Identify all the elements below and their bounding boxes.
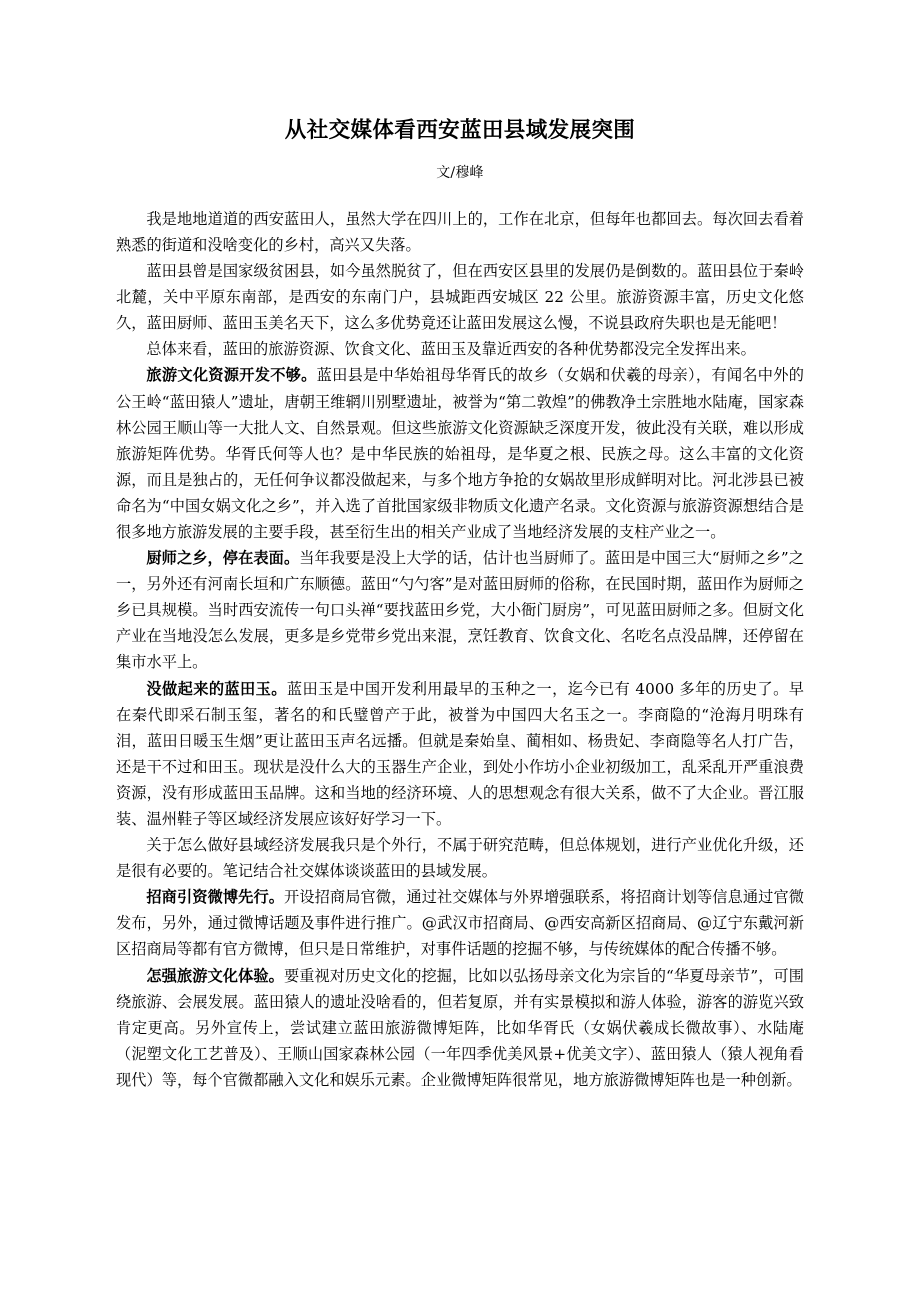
paragraph-text: 要重视对历史文化的挖掘，比如以弘扬母亲文化为宗旨的“华夏母亲节”，可围绕旅游、会展发展。蓝田猿人的遗址没啥看的，但若复原，并有实景模拟和游人体验，游客的游览兴致肯定更高。另外宣传上，尝试建立蓝田旅游微博矩阵，比如华胥氏（女娲伏羲成长微故事）、水陆庵（泥塑文化工艺普及）、王顺山国家森林公园（一年四季优美风景+优美文字）、蓝田猿人（猿人视角看现代）等，每个官微都融入文化和娱乐元素。企业微博矩阵很常见，地方旅游微博矩阵也是一种创新。 xyxy=(116,966,805,1089)
paragraph xyxy=(116,676,804,833)
paragraph-lead: 厨师之乡，停在表面。 xyxy=(146,549,300,568)
paragraph xyxy=(116,336,804,362)
paragraph-text: 总体来看，蓝田的旅游资源、饮食文化、蓝田玉及靠近西安的各种优势都没完全发挥出来。 xyxy=(146,340,756,359)
paragraph-text: 蓝田玉是中国开发利用最早的玉种之一，迄今已有 4000 多年的历史了。早在秦代即采石制玉玺，著名的和氏璧曾产于此，被誉为中国四大名玉之一。李商隐的“沧海月明珠有泪，蓝田日暖玉生烟”更让蓝田玉声名远播。但就是秦始皇、蔺相如、杨贵妃、李商隐等名人打广告，还是干不过和田玉。现状是没什么大的玉器生产企业，到处小作坊小企业初级加工，乱采乱开严重浪费资源，没有形成蓝田玉品牌。这和当地的经济环境、人的思想观念有很大关系，做不了大企业。晋江服装、温州鞋子等区域经济发展应该好好学习一下。 xyxy=(116,679,804,828)
paragraph xyxy=(116,963,804,1093)
paragraph-text: 当年我要是没上大学的话，估计也当厨师了。蓝田是中国三大“厨师之乡”之一，另外还有河南长垣和广东顺德。蓝田“勺勺客”是对蓝田厨师的俗称，在民国时期，蓝田作为厨师之乡已具规模。当时西安流传一句口头禅“要找蓝田乡党，大小衙门厨房”，可见蓝田厨师之多。但厨文化产业在当地没怎么发展，更多是乡党带乡党出来混，烹饪教育、饮食文化、名吃名点没品牌，还停留在集市水平上。 xyxy=(116,549,804,672)
paragraph-text: 蓝田县是中华始祖母华胥氏的故乡（女娲和伏羲的母亲），有闻名中外的公王岭“蓝田猿人”遗址，唐朝王维辋川别墅遗址，被誉为“第二敦煌”的佛教净土宗胜地水陆庵，国家森林公园王顺山等一大批人文、自然景观。但这些旅游文化资源缺乏深度开发，彼此没有关联，难以形成旅游矩阵优势。华胥氏何等人也？是中华民族的始祖母，是华夏之根、民族之母。这么丰富的文化资源，而且是独占的，无任何争议都没做起来，与多个地方争抢的女娲故里形成鲜明对比。河北涉县已被命名为“中国女娲文化之乡”，并入选了首批国家级非物质文化遗产名录。文化资源与旅游资源想结合是很多地方旅游发展的主要手段，甚至衍生出的相关产业成了当地经济发展的支柱产业之一。 xyxy=(116,366,804,541)
page-title: 从社交媒体看西安蓝田县域发展突围 xyxy=(284,118,636,143)
byline: 文/穆峰 xyxy=(436,165,484,182)
paragraph xyxy=(116,545,804,675)
paragraph-lead: 旅游文化资源开发不够。 xyxy=(146,366,317,385)
paragraph-lead: 招商引资微博先行。 xyxy=(146,888,285,907)
paragraph xyxy=(116,832,804,884)
paragraph xyxy=(116,206,804,258)
paragraph-lead: 没做起来的蓝田玉。 xyxy=(146,679,287,698)
paragraph-lead: 怎强旅游文化体验。 xyxy=(146,966,284,985)
paragraph-text: 蓝田县曾是国家级贫困县，如今虽然脱贫了，但在西安区县里的发展仍是倒数的。蓝田县位于秦岭北麓，关中平原东南部，是西安的东南门户，县城距西安城区 22 公里。旅游资源丰富，历史文化悠久，蓝田厨师、蓝田玉美名天下，这么多优势竟还让蓝田发展这么慢，不说县政府失职也是无能吧！ xyxy=(116,262,804,333)
paragraph-text: 我是地地道道的西安蓝田人，虽然大学在四川上的，工作在北京，但每年也都回去。每次回去看着熟悉的街道和没啥变化的乡村，高兴又失落。 xyxy=(116,209,804,254)
paragraph xyxy=(116,258,804,336)
document-content xyxy=(116,0,804,1093)
paragraph-text: 开设招商局官微，通过社交媒体与外界增强联系，将招商计划等信息通过官微发布，另外，通过微博话题及事件进行推广。@武汉市招商局、@西安高新区招商局、@辽宁东戴河新区招商局等都有官方微博，但只是日常维护，对事件话题的挖掘不够，与传统媒体的配合传播不够。 xyxy=(116,888,804,959)
paragraph xyxy=(116,884,804,962)
paragraph xyxy=(116,362,804,545)
body-text xyxy=(116,184,804,1093)
paragraph-text: 关于怎么做好县域经济发展我只是个外行，不属于研究范畴，但总体规划，进行产业优化升级，还是很有必要的。笔记结合社交媒体谈谈蓝田的县域发展。 xyxy=(116,836,804,881)
